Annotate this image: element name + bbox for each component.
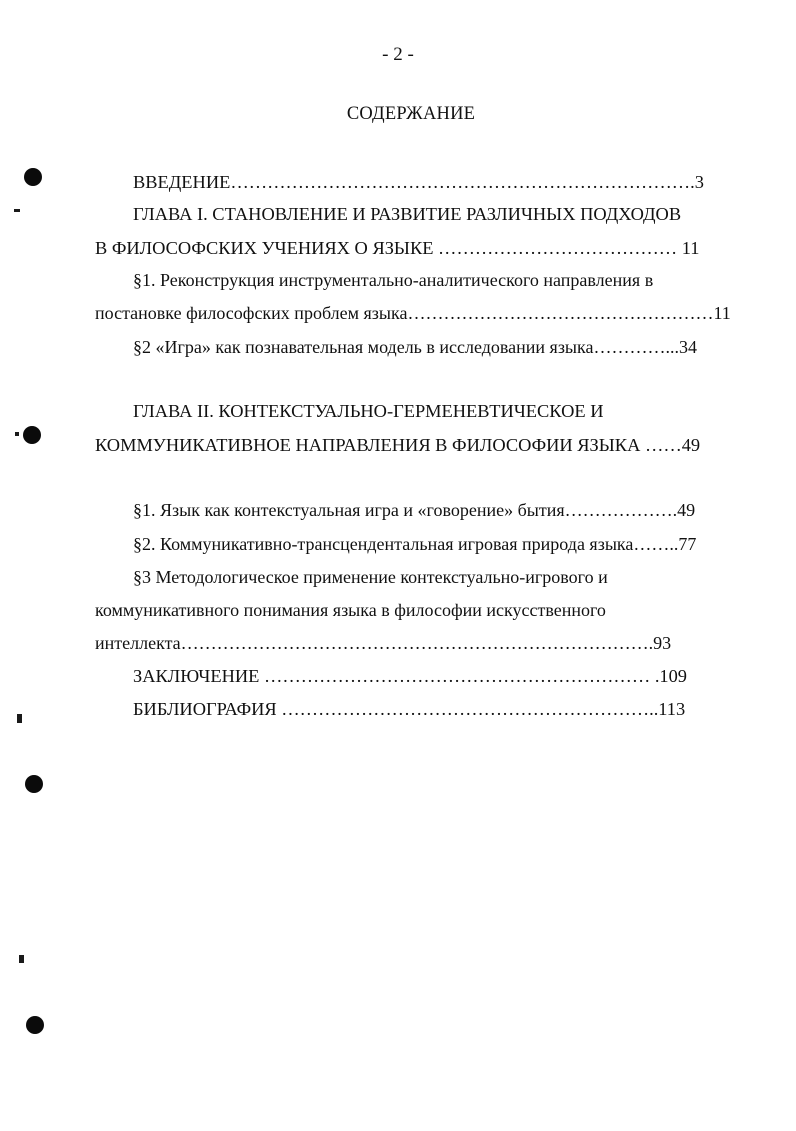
toc-title: СОДЕРЖАНИЕ xyxy=(346,104,476,124)
scan-speck xyxy=(15,432,19,436)
toc-entry-chapter-2-title-line2: КОММУНИКАТИВНОЕ НАПРАВЛЕНИЯ В ФИЛОСОФИИ ЯЗЫКА ……49 xyxy=(95,435,701,455)
page-number: - 2 - xyxy=(382,44,414,65)
toc-entry-chapter-1-title-line2: В ФИЛОСОФСКИХ УЧЕНИЯХ О ЯЗЫКЕ ………………………………… 11 xyxy=(95,238,700,258)
toc-entry-chapter-2-section-1: §1. Язык как контекстуальная игра и «говорение» бытия……………….49 xyxy=(133,500,696,520)
toc-entry-chapter-1-section-1-line2: постановке философских проблем языка……………………………………………11 xyxy=(95,303,731,323)
toc-entry-conclusion: ЗАКЛЮЧЕНИЕ ……………………………………………………… .109 xyxy=(133,666,687,686)
toc-entry-chapter-1-section-1-line1: §1. Реконструкция инструментально-аналитического направления в xyxy=(133,270,654,290)
scan-speck xyxy=(19,955,24,963)
toc-entry-chapter-2-section-3-line1: §3 Методологическое применение контекстуально-игрового и xyxy=(133,567,608,587)
toc-entry-chapter-1-section-2: §2 «Игра» как познавательная модель в исследовании языка…………...34 xyxy=(133,337,697,357)
punch-hole xyxy=(26,1016,44,1034)
scan-speck xyxy=(14,209,20,212)
scan-speck xyxy=(17,714,22,723)
punch-hole xyxy=(25,775,43,793)
toc-entry-introduction: ВВЕДЕНИЕ………………………………………………………………….3 xyxy=(133,172,704,192)
toc-entry-chapter-2-section-3-line3: интеллекта…………………………………………………………………….93 xyxy=(95,633,672,653)
toc-entry-chapter-2-title-line1: ГЛАВА II. КОНТЕКСТУАЛЬНО-ГЕРМЕНЕВТИЧЕСКОЕ И xyxy=(133,401,604,421)
toc-entry-bibliography: БИБЛИОГРАФИЯ ……………………………………………………..113 xyxy=(133,699,686,719)
punch-hole xyxy=(23,426,41,444)
toc-entry-chapter-1-title-line1: ГЛАВА I. СТАНОВЛЕНИЕ И РАЗВИТИЕ РАЗЛИЧНЫХ ПОДХОДОВ xyxy=(133,204,682,224)
punch-hole xyxy=(24,168,42,186)
toc-entry-chapter-2-section-3-line2: коммуникативного понимания языка в философии искусственного xyxy=(95,600,606,620)
toc-entry-chapter-2-section-2: §2. Коммуникативно-трансцендентальная игровая природа языка……..77 xyxy=(133,534,697,554)
